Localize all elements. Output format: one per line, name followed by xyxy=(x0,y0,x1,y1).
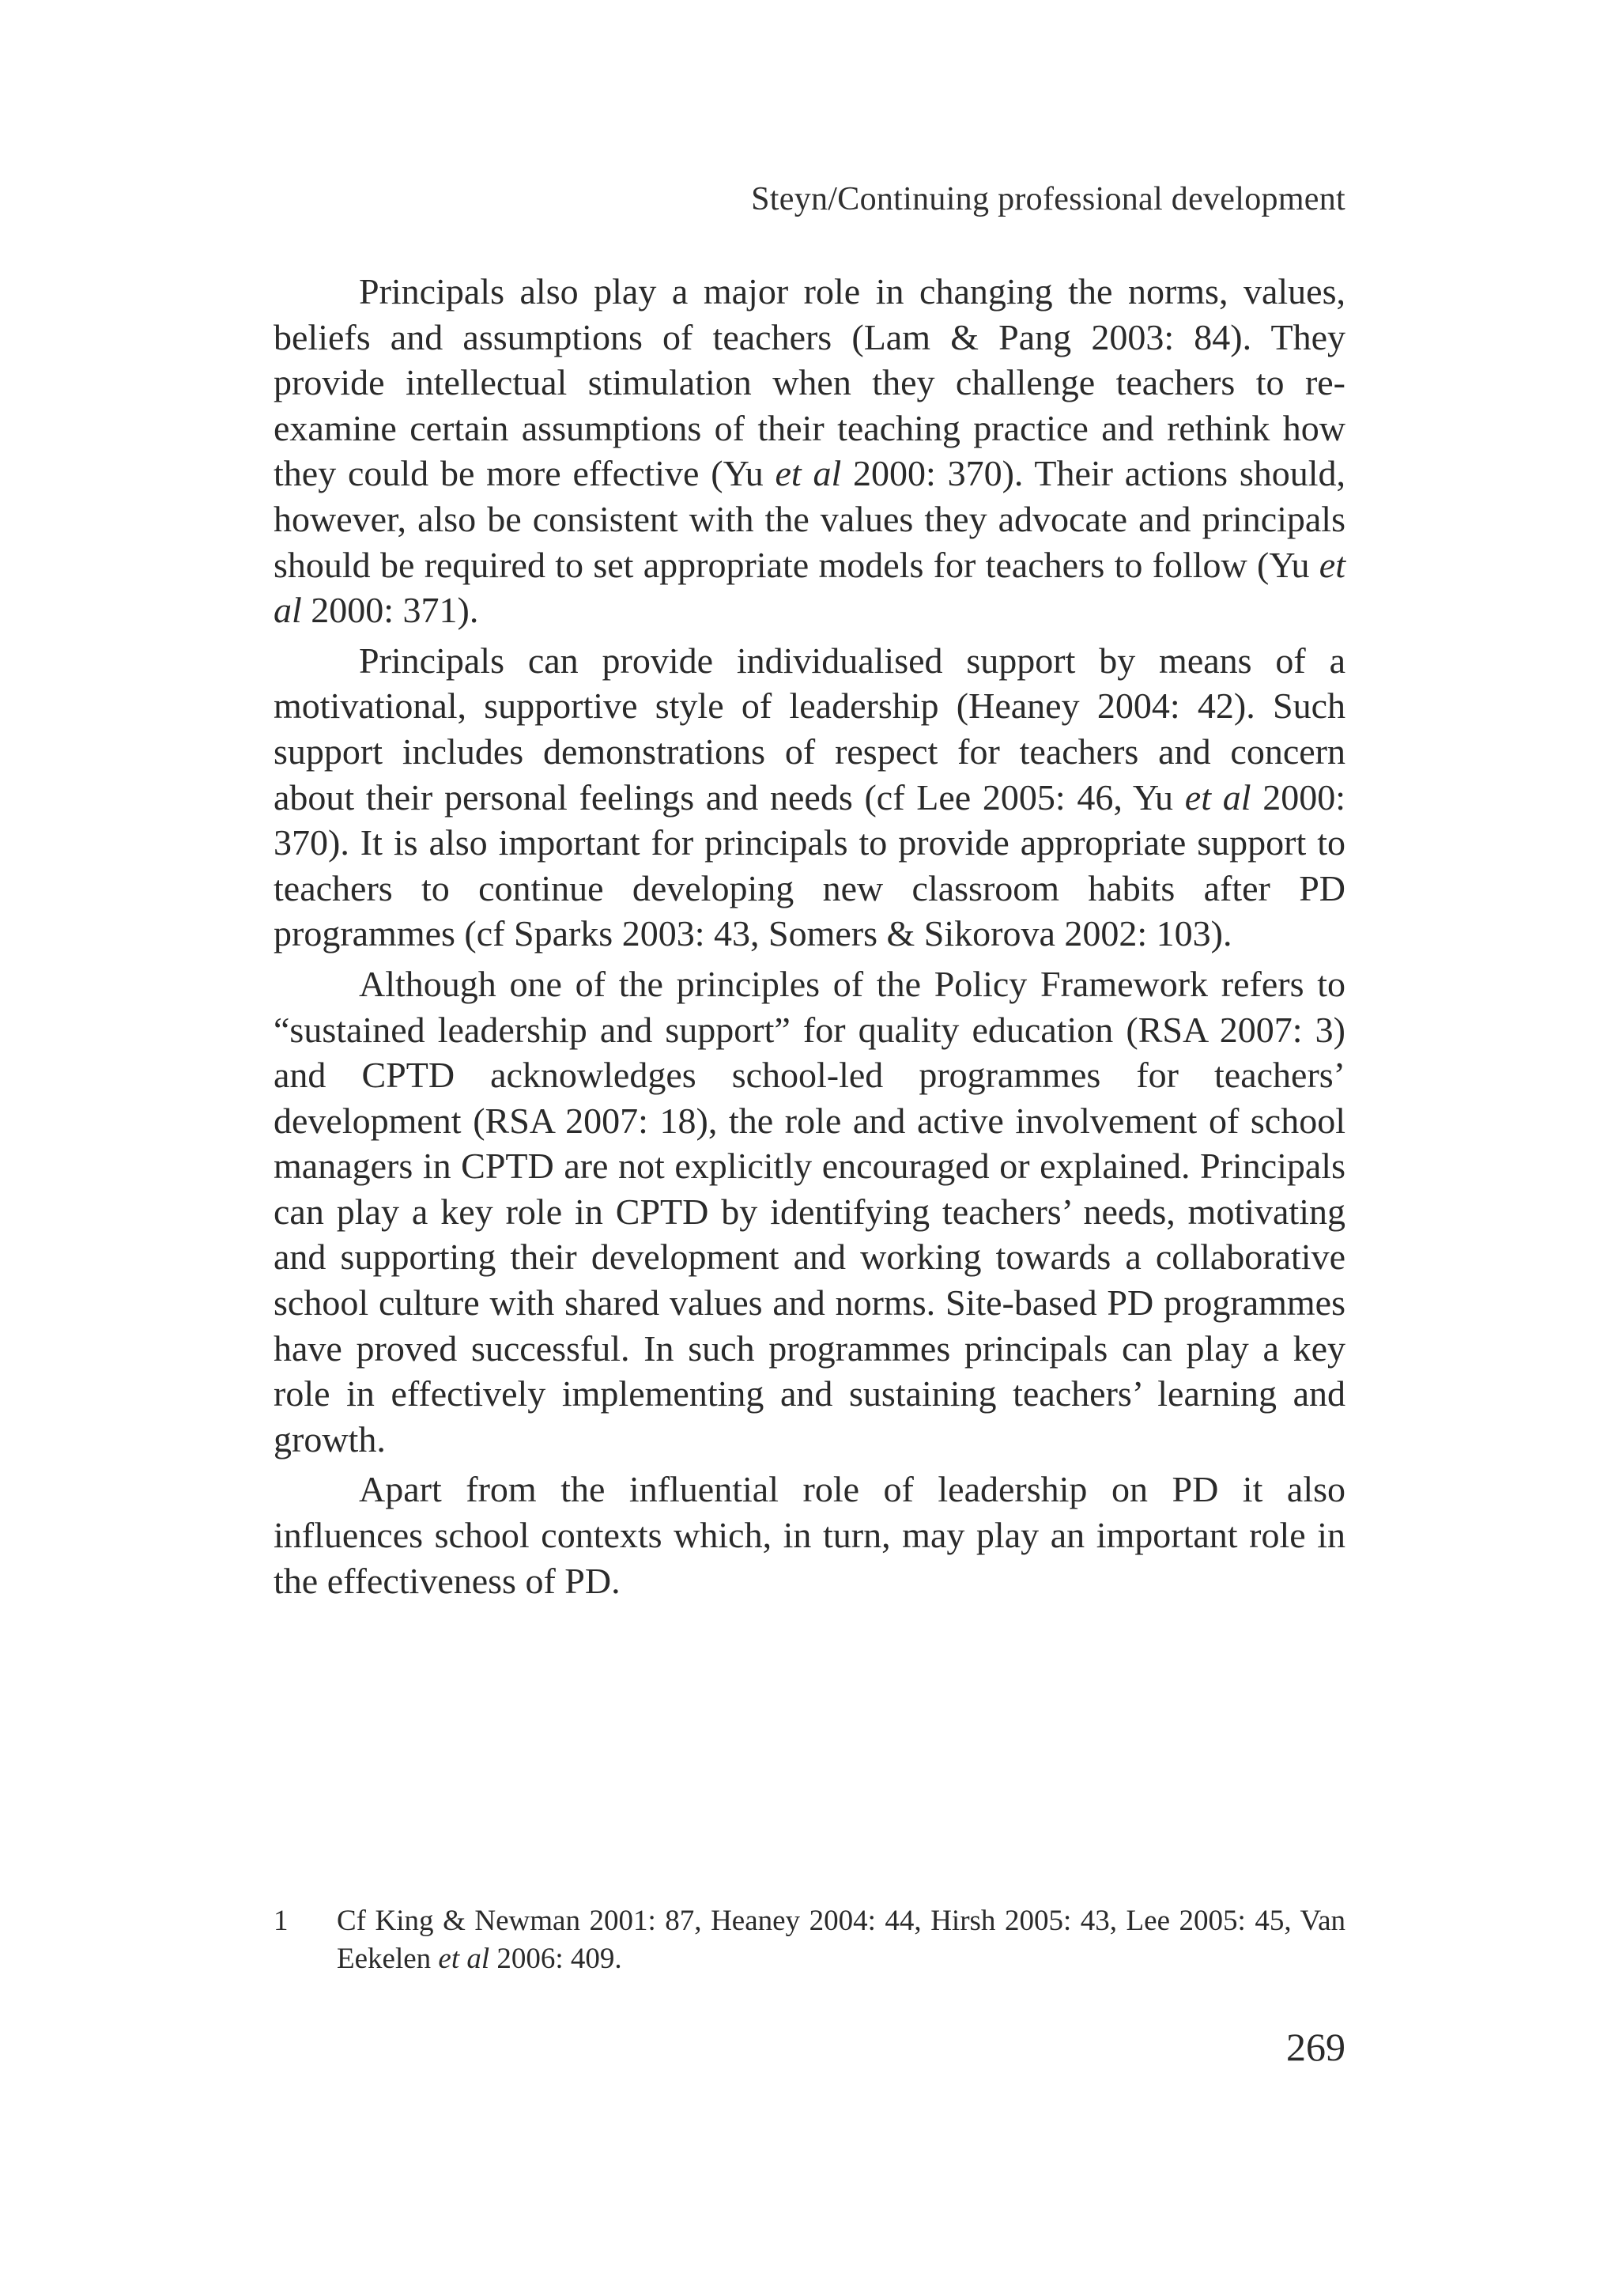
page-number: 269 xyxy=(1286,2025,1345,2069)
paragraph-2 xyxy=(274,638,1345,957)
paragraph-text: 2000: 370). Their actions should, however, also be consistent with the values they advocate and principals should be required to set appropriate models for teachers to follow (Yu xyxy=(274,453,1346,585)
footnote xyxy=(274,1902,1345,1978)
paragraph-italic: et al xyxy=(775,453,842,494)
paragraph-3 xyxy=(274,961,1345,1463)
paragraph-italic: et al xyxy=(1184,776,1251,818)
footnote-text-part: Cf King & Newman 2001: 87, Heaney 2004: 44, Hirsh 2005: 43, Lee 2005: 45, Van Eekelen xyxy=(337,1905,1345,1975)
paragraph-text: Apart from the influential role of leadership on PD it also influences school contexts which, in turn, may play an important role in the effectiveness of PD. xyxy=(274,1469,1345,1601)
paragraph-text: Principals can provide individualised support by means of a motivational, supportive style of leadership (Heaney 2004: 42). Such support includes demonstrations of respect for teachers and concern about their personal feelings and needs (cf Lee 2005: 46, Yu xyxy=(274,640,1345,818)
footnote-number: 1 xyxy=(274,1905,289,1937)
footnote-text xyxy=(337,1902,1345,1978)
running-head: Steyn/Continuing professional development xyxy=(751,181,1345,217)
paragraph-text: 2000: 371). xyxy=(301,590,479,631)
paragraph-italic: et al xyxy=(274,544,1345,631)
paragraph-4 xyxy=(274,1467,1345,1603)
footnote-italic: et al xyxy=(438,1943,490,1975)
body-text xyxy=(274,269,1345,1608)
footnote-text-part: 2006: 409. xyxy=(489,1943,622,1975)
paragraph-1 xyxy=(274,269,1345,633)
paragraph-text: 2000: 370). It is also important for principals to provide appropriate support to teachers to continue developing new classroom habits after PD programmes (cf Sparks 2003: 43, Somers & Sikorova 2002: 103). xyxy=(274,776,1346,954)
paragraph-text: Although one of the principles of the Policy Framework refers to “sustained leadership and support” for quality education (RSA 2007: 3) and CPTD acknowledges school-led programmes for teachers’ development (RSA 2007: 18), the role and active involvement of school managers in CPTD are not explicitly encouraged or explained. Principals can play a key role in CPTD by identifying teachers’ needs, motivating and supporting their development and working towards a collaborative school culture with shared values and norms. Site-based PD programmes have proved successful. In such programmes principals can play a key role in effectively implementing and sustaining teachers’ learning and growth. xyxy=(274,963,1345,1460)
paragraph-text: Principals also play a major role in changing the norms, values, beliefs and assumptions of teachers (Lam & Pang 2003: 84). They provide intellectual stimulation when they challenge teachers to re-examine certain assumptions of their teaching practice and rethink how they could be more effective (Yu xyxy=(274,271,1345,494)
